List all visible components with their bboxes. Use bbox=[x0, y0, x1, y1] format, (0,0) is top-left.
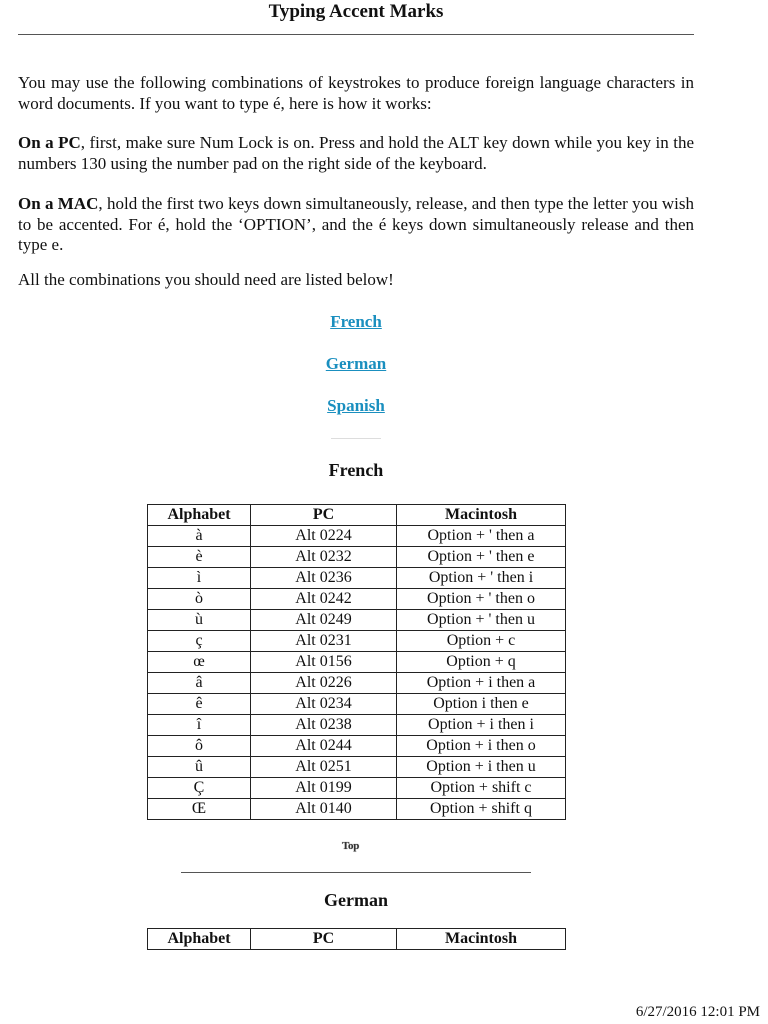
cell-pc-code: Alt 0234 bbox=[251, 694, 397, 715]
column-header-mac: Macintosh bbox=[397, 929, 566, 950]
cell-mac-keys: Option + ' then o bbox=[397, 589, 566, 610]
cell-pc-code: Alt 0140 bbox=[251, 799, 397, 820]
table-row bbox=[148, 568, 566, 589]
section-divider bbox=[181, 872, 531, 873]
cell-pc-code: Alt 0236 bbox=[251, 568, 397, 589]
table-header-row bbox=[148, 505, 566, 526]
nav-divider bbox=[331, 438, 381, 439]
cell-pc-code: Alt 0156 bbox=[251, 652, 397, 673]
cell-character: è bbox=[148, 547, 251, 568]
german-heading: German bbox=[324, 890, 388, 910]
nav-link-french[interactable]: French bbox=[330, 312, 382, 331]
cell-character: Ç bbox=[148, 778, 251, 799]
pc-text: , first, make sure Num Lock is on. Press and hold the ALT key down while you key in the numbers 130 using the number pad on the right side of the keyboard. bbox=[18, 133, 694, 173]
cell-mac-keys: Option + ' then a bbox=[397, 526, 566, 547]
cell-pc-code: Alt 0224 bbox=[251, 526, 397, 547]
print-timestamp: 6/27/2016 12:01 PM bbox=[635, 1004, 760, 1020]
cell-mac-keys: Option + i then a bbox=[397, 673, 566, 694]
german-table bbox=[147, 928, 566, 950]
closing-paragraph: All the combinations you should need are listed below! bbox=[18, 270, 394, 289]
cell-mac-keys: Option + ' then e bbox=[397, 547, 566, 568]
cell-mac-keys: Option + i then u bbox=[397, 757, 566, 778]
column-header-pc: PC bbox=[251, 505, 397, 526]
table-row bbox=[148, 799, 566, 820]
cell-pc-code: Alt 0249 bbox=[251, 610, 397, 631]
mac-label: On a MAC bbox=[18, 194, 99, 213]
pc-label: On a PC bbox=[18, 133, 81, 152]
french-heading: French bbox=[328, 460, 384, 480]
cell-character: Œ bbox=[148, 799, 251, 820]
column-header-mac: Macintosh bbox=[397, 505, 566, 526]
cell-character: ô bbox=[148, 736, 251, 757]
column-header-alphabet: Alphabet bbox=[148, 505, 251, 526]
cell-mac-keys: Option i then e bbox=[397, 694, 566, 715]
cell-character: î bbox=[148, 715, 251, 736]
cell-mac-keys: Option + shift c bbox=[397, 778, 566, 799]
cell-pc-code: Alt 0232 bbox=[251, 547, 397, 568]
table-row bbox=[148, 652, 566, 673]
table-row bbox=[148, 715, 566, 736]
cell-character: à bbox=[148, 526, 251, 547]
table-row bbox=[148, 526, 566, 547]
nav-link-spanish[interactable]: Spanish bbox=[327, 396, 385, 415]
table-row bbox=[148, 589, 566, 610]
cell-character: œ bbox=[148, 652, 251, 673]
nav-link-german[interactable]: German bbox=[325, 354, 387, 373]
table-row bbox=[148, 673, 566, 694]
page-title: Typing Accent Marks bbox=[268, 1, 444, 22]
title-divider bbox=[18, 34, 694, 35]
cell-mac-keys: Option + i then i bbox=[397, 715, 566, 736]
column-header-alphabet: Alphabet bbox=[148, 929, 251, 950]
cell-character: ù bbox=[148, 610, 251, 631]
table-row bbox=[148, 757, 566, 778]
table-row bbox=[148, 631, 566, 652]
cell-character: ç bbox=[148, 631, 251, 652]
table-header-row bbox=[148, 929, 566, 950]
table-row bbox=[148, 547, 566, 568]
cell-character: û bbox=[148, 757, 251, 778]
intro-paragraph: You may use the following combinations of keystrokes to produce foreign language characters in word documents. If you want to type é, here is how it works: bbox=[18, 73, 694, 113]
cell-character: ê bbox=[148, 694, 251, 715]
mac-instructions bbox=[18, 194, 694, 256]
table-row bbox=[148, 736, 566, 757]
cell-mac-keys: Option + i then o bbox=[397, 736, 566, 757]
cell-character: ò bbox=[148, 589, 251, 610]
french-table bbox=[147, 504, 566, 820]
top-link[interactable]: Top bbox=[342, 840, 360, 852]
cell-pc-code: Alt 0251 bbox=[251, 757, 397, 778]
cell-character: ì bbox=[148, 568, 251, 589]
table-row bbox=[148, 610, 566, 631]
cell-pc-code: Alt 0242 bbox=[251, 589, 397, 610]
pc-instructions bbox=[18, 133, 694, 174]
table-row bbox=[148, 694, 566, 715]
cell-pc-code: Alt 0199 bbox=[251, 778, 397, 799]
cell-pc-code: Alt 0226 bbox=[251, 673, 397, 694]
cell-character: â bbox=[148, 673, 251, 694]
cell-mac-keys: Option + ' then i bbox=[397, 568, 566, 589]
cell-pc-code: Alt 0238 bbox=[251, 715, 397, 736]
table-row bbox=[148, 778, 566, 799]
column-header-pc: PC bbox=[251, 929, 397, 950]
mac-text: , hold the first two keys down simultaneously, release, and then type the letter you wish to be accented. For é, hold the ‘OPTION’, and the é keys down simultaneously release and then type e. bbox=[18, 194, 695, 254]
cell-mac-keys: Option + ' then u bbox=[397, 610, 566, 631]
cell-mac-keys: Option + q bbox=[397, 652, 566, 673]
cell-pc-code: Alt 0231 bbox=[251, 631, 397, 652]
cell-pc-code: Alt 0244 bbox=[251, 736, 397, 757]
cell-mac-keys: Option + shift q bbox=[397, 799, 566, 820]
cell-mac-keys: Option + c bbox=[397, 631, 566, 652]
